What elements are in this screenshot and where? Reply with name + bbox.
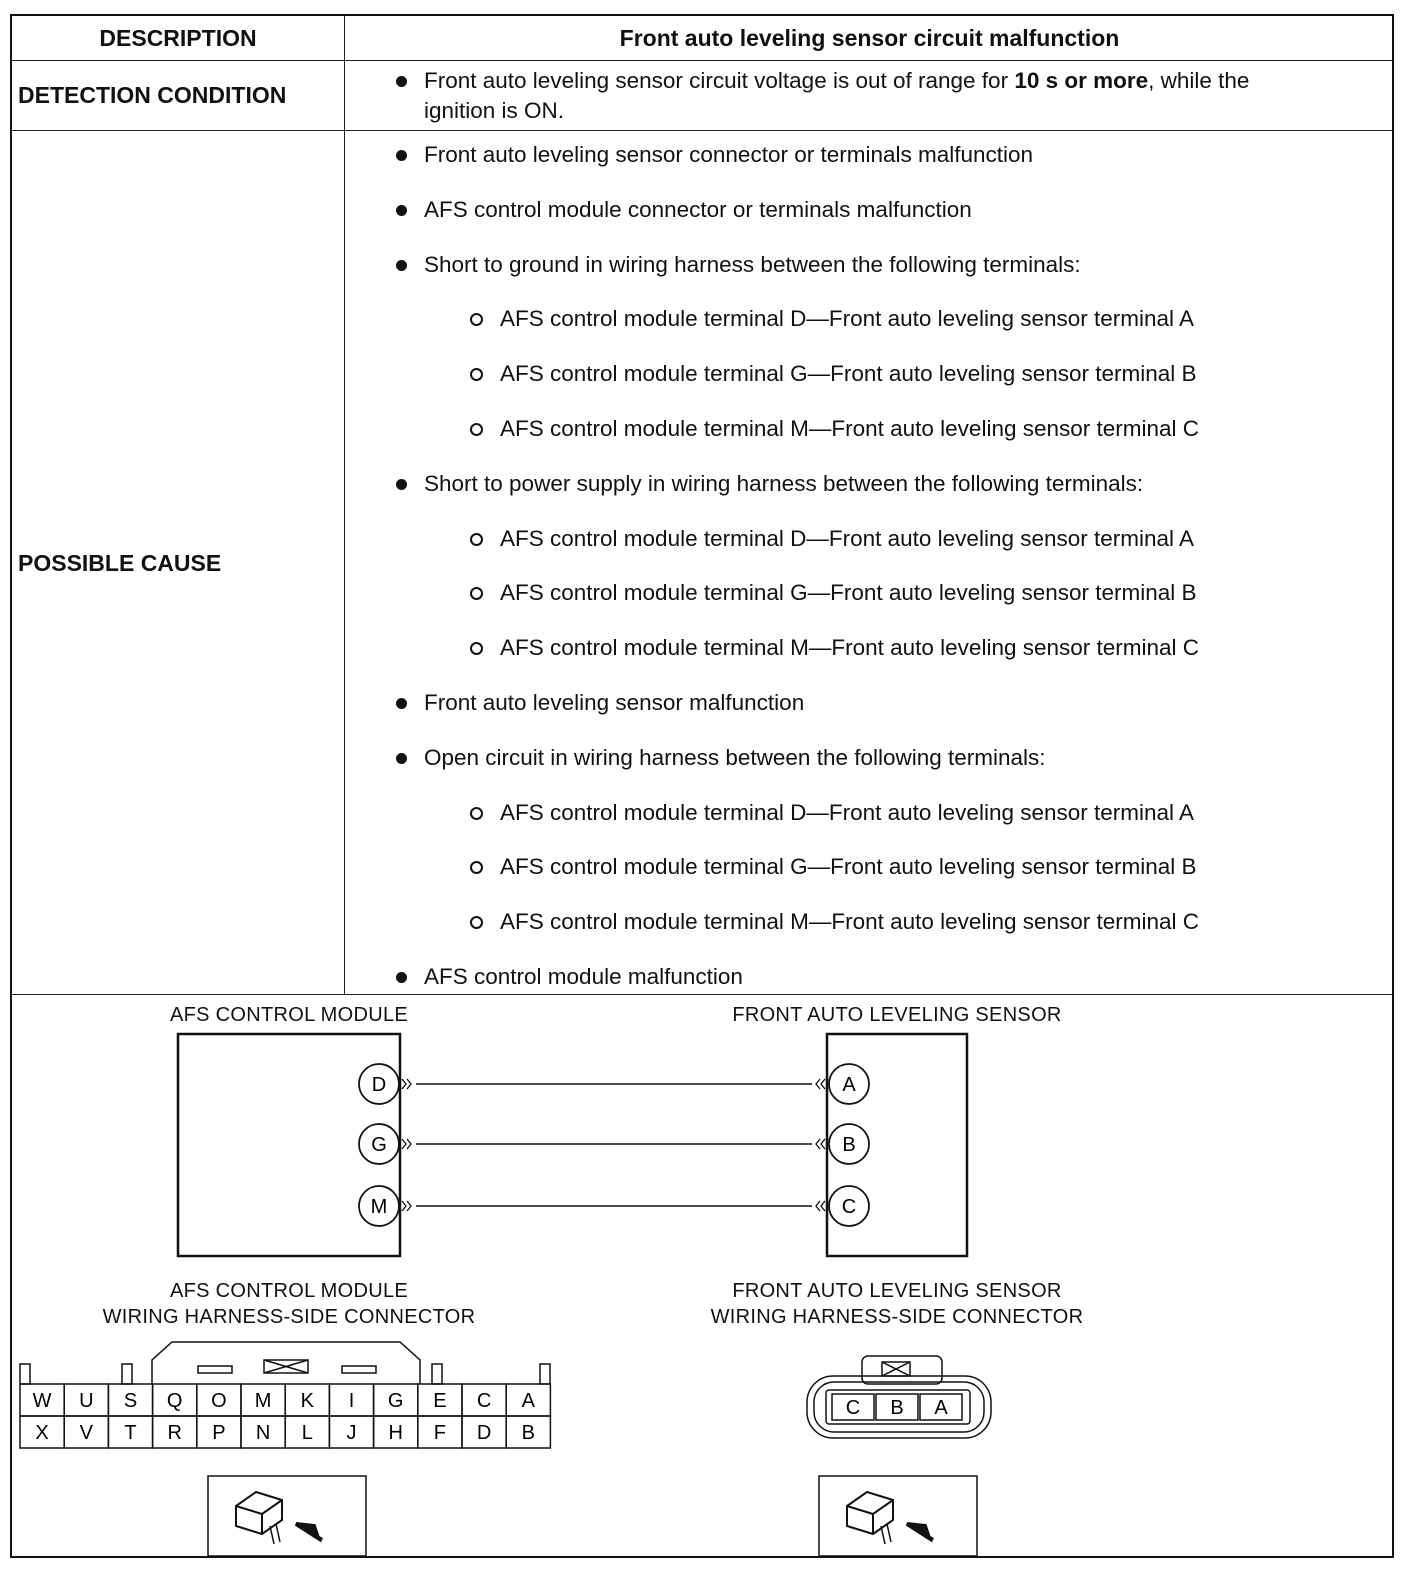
module-connector-subtitle: WIRING HARNESS-SIDE CONNECTOR — [102, 1306, 476, 1328]
cause-item: Short to power supply in wiring harness between the following terminals: — [424, 470, 1144, 496]
sensor-terminal-label: A — [842, 1074, 856, 1096]
sub-bullet-icon — [470, 533, 483, 546]
sub-bullet-icon — [470, 642, 483, 655]
module-pin-label: M — [254, 1390, 272, 1412]
bullet-icon — [396, 698, 407, 709]
module-connector-view-icon — [208, 1476, 366, 1556]
module-pin-label: R — [167, 1422, 182, 1444]
sensor-title: FRONT AUTO LEVELING SENSOR — [732, 1004, 1062, 1026]
cause-item: Front auto leveling sensor malfunction — [424, 690, 805, 715]
cause-subitem: AFS control module terminal D—Front auto leveling sensor terminal A — [500, 525, 1195, 551]
module-pin-label: H — [388, 1422, 403, 1444]
module-pin-label: G — [387, 1390, 404, 1412]
module-pin-chevron-icon — [402, 1139, 411, 1149]
wiring-diagram — [12, 996, 1392, 1558]
sensor-pin-chevron-icon — [816, 1201, 825, 1211]
bullet-icon — [396, 260, 407, 271]
cause-item: Open circuit in wiring harness between the following terminals: — [424, 744, 1046, 770]
module-pin-label: B — [521, 1422, 535, 1444]
page-frame — [10, 14, 1394, 1558]
detection-text-line1: Front auto leveling sensor circuit voltage is out of range for 10 s or more, while the — [424, 68, 1250, 93]
module-terminal-label: M — [370, 1196, 388, 1218]
sub-bullet-icon — [470, 916, 483, 929]
table-rule — [12, 130, 1392, 131]
detection-text-line2: ignition is ON. — [424, 98, 565, 123]
wire-group — [359, 1064, 869, 1226]
table-rule — [12, 994, 1392, 995]
sensor-pin-chevron-icon — [816, 1139, 825, 1149]
module-pin-label: W — [32, 1390, 52, 1412]
module-pin-label: T — [124, 1422, 137, 1444]
sub-bullet-icon — [470, 423, 483, 436]
module-pin-label: S — [123, 1390, 138, 1412]
module-pin-label: D — [476, 1422, 492, 1444]
cause-subitem: AFS control module terminal M—Front auto leveling sensor terminal C — [500, 909, 1200, 935]
module-connector-housing — [20, 1342, 550, 1384]
bullet-icon — [396, 479, 407, 490]
cause-subitem: AFS control module terminal G—Front auto leveling sensor terminal B — [500, 854, 1197, 880]
header-description: DESCRIPTION — [99, 25, 257, 51]
module-pin-label: P — [212, 1422, 226, 1444]
sensor-pin-label: A — [934, 1397, 948, 1419]
sensor-connector-pins — [832, 1394, 962, 1420]
cause-subitem: AFS control module terminal M—Front auto leveling sensor terminal C — [500, 635, 1200, 661]
table-column-divider — [344, 16, 345, 994]
sensor-connector-view-icon — [819, 1476, 977, 1556]
bullet-icon — [396, 205, 407, 216]
sensor-pin-label: B — [890, 1397, 904, 1419]
module-pin-label: E — [433, 1390, 447, 1412]
module-pin-label: L — [301, 1422, 313, 1444]
cause-subitem: AFS control module terminal G—Front auto leveling sensor terminal B — [500, 580, 1197, 606]
module-pin-label: Q — [166, 1390, 183, 1412]
table-rule — [12, 60, 1392, 61]
module-pin-label: N — [255, 1422, 271, 1444]
module-pin-chevron-icon — [402, 1079, 411, 1089]
module-pin-label: K — [300, 1390, 314, 1412]
wire-connection — [359, 1124, 869, 1164]
module-terminal-label: G — [371, 1134, 387, 1156]
module-terminal-label: D — [371, 1074, 387, 1096]
module-connector-pins — [20, 1384, 550, 1448]
sub-bullet-icon — [470, 368, 483, 381]
sensor-terminal-label: C — [841, 1196, 857, 1218]
sensor-connector-subtitle: WIRING HARNESS-SIDE CONNECTOR — [710, 1306, 1084, 1328]
bullet-icon — [396, 150, 407, 161]
bullet-icon — [396, 76, 407, 87]
module-pin-label: I — [348, 1390, 355, 1412]
cause-item: AFS control module malfunction — [424, 964, 743, 989]
cause-subitem: AFS control module terminal M—Front auto leveling sensor terminal C — [500, 416, 1200, 441]
bullet-icon — [396, 753, 407, 764]
header-title: Front auto leveling sensor circuit malfunction — [619, 25, 1120, 51]
module-pin-label: X — [35, 1422, 49, 1444]
module-pin-label: F — [433, 1422, 447, 1444]
module-pin-chevron-icon — [402, 1201, 411, 1211]
cause-subitem: AFS control module terminal D—Front auto leveling sensor terminal A — [500, 799, 1195, 825]
sub-bullet-icon — [470, 313, 483, 326]
module-pin-label: V — [79, 1422, 93, 1444]
sensor-pin-chevron-icon — [816, 1079, 825, 1089]
cause-item: AFS control module connector or terminals malfunction — [424, 196, 972, 222]
sensor-pin-label: C — [845, 1397, 861, 1419]
module-pin-label: U — [79, 1390, 94, 1412]
module-pin-label: C — [476, 1390, 492, 1412]
bullet-icon — [396, 972, 407, 983]
cause-item: Front auto leveling sensor connector or terminals malfunction — [424, 142, 1034, 167]
module-title: AFS CONTROL MODULE — [169, 1004, 409, 1026]
cause-item: Short to ground in wiring harness between the following terminals: — [424, 251, 1081, 277]
sensor-terminal-label: B — [842, 1134, 856, 1156]
module-pin-label: J — [346, 1422, 357, 1444]
detection-condition-label: DETECTION CONDITION — [18, 82, 287, 108]
wire-connection — [359, 1186, 869, 1226]
sub-bullet-icon — [470, 587, 483, 600]
module-pin-label: O — [211, 1390, 227, 1412]
cause-subitem: AFS control module terminal G—Front auto leveling sensor terminal B — [500, 361, 1197, 387]
possible-cause-label: POSSIBLE CAUSE — [18, 550, 222, 576]
sub-bullet-icon — [470, 861, 483, 874]
sub-bullet-icon — [470, 807, 483, 820]
cause-subitem: AFS control module terminal D—Front auto leveling sensor terminal A — [500, 306, 1195, 332]
sensor-connector-title: FRONT AUTO LEVELING SENSOR — [732, 1280, 1062, 1302]
module-pin-label: A — [521, 1390, 535, 1412]
module-connector-title: AFS CONTROL MODULE — [169, 1280, 409, 1302]
wire-connection — [359, 1064, 869, 1104]
